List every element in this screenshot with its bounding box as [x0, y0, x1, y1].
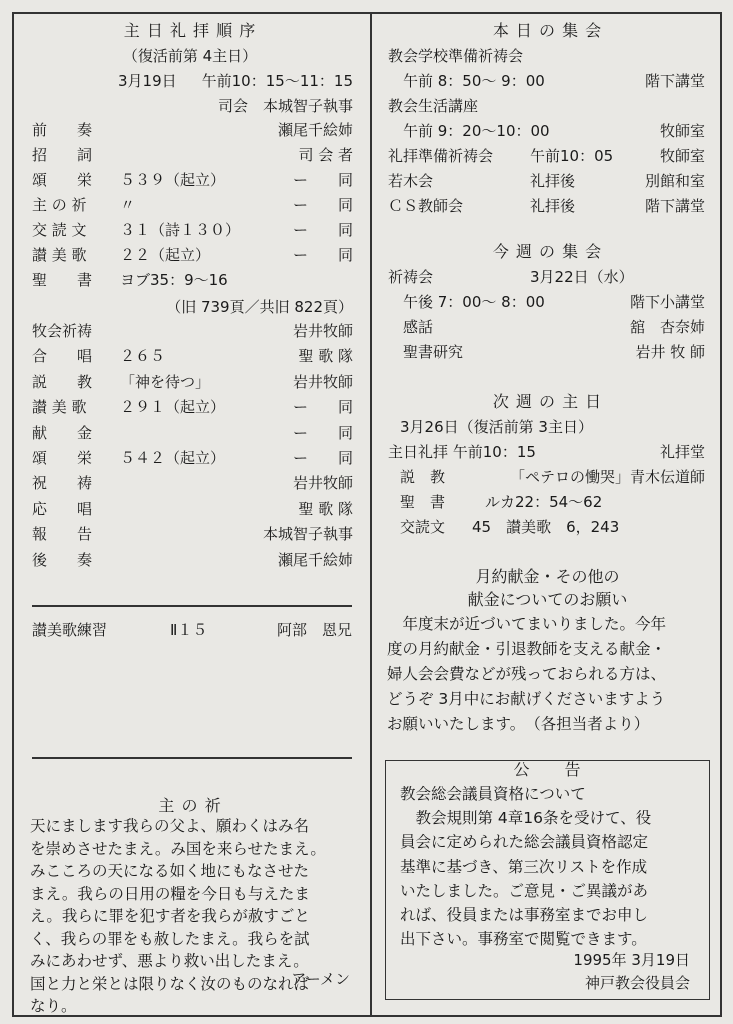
order-item-name: 前 奏	[32, 121, 93, 139]
order-item-person: ー 同	[292, 246, 353, 264]
next-title: 次 週 の 主 日	[492, 392, 603, 411]
text-line: お願いいたします。 （各担当者より）	[387, 715, 650, 733]
order-item-person: ー 同	[292, 423, 353, 442]
week-title: 今 週 の 集 会	[492, 242, 603, 261]
notice-text	[400, 782, 651, 951]
meeting-name: 教会生活講座	[388, 97, 479, 115]
text-line: 員会に定められた総会議員資格認定	[400, 833, 649, 852]
order-item-person: 聖 歌 隊	[298, 499, 353, 518]
next-place: 礼拝堂	[659, 443, 705, 461]
order-item-person: 岩井牧師	[292, 474, 353, 493]
meeting-name: ＣＳ教師会	[388, 197, 464, 215]
order-item-person: ー 同	[292, 449, 353, 467]
meeting-name: 感話	[388, 318, 434, 336]
text-line: 婦人会会費などが残っておられる方は、	[387, 665, 667, 683]
text-line: 教会総会議員資格について	[400, 785, 586, 803]
meeting-place: 別館和室	[644, 172, 705, 190]
text-line: 国と力と栄とは限りなく汝のものなれば	[30, 974, 310, 993]
order-item-person: 岩井牧師	[292, 372, 353, 391]
order-item-name: 後 奏	[32, 550, 93, 569]
meeting-name: 礼拝準備祈祷会	[388, 147, 494, 165]
meeting-name: 若木会	[388, 172, 434, 190]
text-line: 教会規則第 4章16条を受けて、役	[400, 809, 652, 828]
order-item-person: 本城智子執事	[262, 525, 353, 544]
next-bible: ルカ22：54〜62	[485, 493, 603, 511]
order-item-detail: ２９１（起立）	[120, 398, 226, 417]
text-line: れば、役員または事務室までお申し	[400, 906, 649, 925]
practice-who: 阿部 恩兄	[276, 621, 352, 639]
text-line: まえ。我らの日用の糧を今日も与えたま	[30, 884, 310, 903]
next-date: 3月26日（復活前第 3主日）	[400, 418, 593, 436]
scripture-ref: （旧 739頁／共旧 822頁）	[166, 298, 353, 316]
rule-2	[32, 757, 352, 759]
order-item-person: ー 同	[292, 221, 353, 239]
offering-text	[387, 612, 666, 737]
text-line: を崇めさせたまえ。み国を来らせたまえ。	[30, 839, 326, 858]
order-item-detail: 「神を待つ」	[120, 372, 211, 391]
order-item-name: 牧会祈祷	[32, 322, 93, 340]
meeting-place: 階下小講堂	[629, 293, 705, 311]
notice-signer: 神戸教会役員会	[584, 974, 690, 992]
order-item-person: 岩井牧師	[292, 322, 353, 340]
order-item-name: 主 の 祈	[32, 196, 87, 214]
prayer-amen: アーメン	[291, 970, 350, 988]
order-date: 3月19日	[118, 72, 177, 90]
text-line: 天にまします我らの父よ、願わくはみ名	[30, 817, 310, 835]
text-line: いたしました。ご意見・ご異議があ	[400, 881, 649, 900]
text-line: 年度末が近づいてまいりました。今年	[387, 615, 667, 633]
order-item-detail: ３１（詩１３０）	[120, 221, 241, 239]
order-item-name: 讃 美 歌	[32, 398, 87, 417]
order-item-person: 瀬尾千絵姉	[277, 550, 353, 569]
order-item-name: 頌 栄	[32, 449, 93, 467]
order-item-name: 祝 祷	[32, 474, 93, 493]
order-item-detail: ２２（起立）	[120, 246, 211, 264]
order-time: 午前10：15〜11：15	[201, 72, 353, 90]
meeting-place: 舘 杏奈姉	[629, 318, 705, 336]
practice-label: 讃美歌練習	[32, 621, 108, 639]
text-line: みこころの天になる如く地にもなさせた	[30, 862, 310, 880]
meeting-place: 階下講堂	[644, 197, 705, 215]
practice-num: Ⅱ１５	[170, 621, 208, 639]
order-item-detail: ５４２（起立）	[120, 449, 226, 467]
order-item-person: ー 同	[292, 196, 353, 214]
text-line: みにあわせず、悪より救い出したまえ。	[30, 952, 309, 970]
meeting-name: 午後 7：00〜 8：00	[388, 293, 545, 311]
order-item-name: 合 唱	[32, 347, 93, 366]
text-line: え。我らに罪を犯す者を我らが赦すごと	[30, 907, 310, 925]
next-read-label: 交読文	[400, 518, 446, 536]
offering-title-1: 月約献金・その他の	[475, 567, 620, 586]
meeting-place: 階下講堂	[644, 72, 705, 90]
order-item-person: 瀬尾千絵姉	[277, 121, 353, 139]
meeting-time: 3月22日（水）	[530, 268, 634, 286]
order-item-detail: 〃	[120, 196, 136, 214]
offering-title-2: 献金についてのお願い	[467, 590, 628, 609]
text-line: 基準に基づき、第三次リストを作成	[400, 857, 648, 876]
meeting-place: 岩井 牧 師	[635, 343, 705, 361]
notice-title: 公 告	[513, 760, 582, 779]
order-item-name: 頌 栄	[32, 171, 93, 189]
order-presider: 司会 本城智子執事	[217, 97, 353, 115]
next-bible-label: 聖 書	[400, 493, 446, 511]
rule-1	[32, 605, 352, 607]
meeting-name: 聖書研究	[388, 343, 464, 361]
meeting-name: 午前 8：50〜 9：00	[388, 72, 545, 90]
order-item-name: 献 金	[32, 423, 93, 442]
order-item-person: ー 同	[292, 171, 353, 189]
order-subtitle: （復活前第 4主日）	[122, 47, 258, 65]
meeting-place: 牧師室	[659, 122, 705, 140]
order-item-name: 讃 美 歌	[32, 246, 87, 264]
order-item-detail: ヨブ35：9〜16	[120, 271, 228, 289]
column-divider	[370, 12, 372, 1017]
meeting-name: 午前 9：20〜10：00	[388, 122, 550, 140]
prayer-title: 主 の 祈	[158, 796, 222, 815]
meeting-time: 礼拝後	[530, 197, 576, 215]
text-line: なり。	[30, 997, 77, 1015]
order-item-name: 聖 書	[32, 271, 93, 289]
order-item-name: 招 詞	[32, 146, 93, 164]
order-title: 主 日 礼 拝 順 序	[123, 21, 257, 40]
notice-date: 1995年 3月19日	[573, 951, 690, 969]
meeting-place: 牧師室	[659, 147, 705, 165]
meeting-time: 午前10：05	[530, 147, 614, 165]
text-line: 度の月約献金・引退教師を支える献金・	[387, 640, 667, 658]
text-line: 出下さい。事務室で閲覧できます。	[400, 930, 647, 949]
meeting-name: 教会学校準備祈祷会	[388, 47, 524, 65]
next-sermon-label: 説 教	[400, 468, 446, 486]
meeting-time: 礼拝後	[530, 172, 576, 190]
order-item-detail: ２６５	[120, 347, 166, 366]
next-sermon: 「ペテロの慟哭」青木伝道師	[509, 468, 705, 486]
order-item-person: ー 同	[292, 398, 353, 417]
text-line: く、我らの罪をも赦したまえ。我らを試	[30, 929, 310, 948]
order-item-detail: ５３９（起立）	[120, 171, 226, 189]
order-item-person: 聖 歌 隊	[298, 347, 353, 366]
order-item-person: 司 会 者	[298, 146, 353, 164]
next-read: 45 讃美歌 6，243	[472, 518, 620, 536]
today-title: 本 日 の 集 会	[492, 21, 603, 40]
text-line: どうぞ 3月中にお献げくださいますよう	[387, 690, 666, 708]
order-item-name: 報 告	[32, 525, 93, 544]
order-item-name: 応 唱	[32, 499, 93, 518]
order-item-name: 交 読 文	[32, 221, 87, 239]
next-service: 主日礼拝 午前10：15	[388, 443, 536, 461]
order-item-name: 説 教	[32, 372, 93, 391]
meeting-name: 祈祷会	[388, 268, 434, 286]
